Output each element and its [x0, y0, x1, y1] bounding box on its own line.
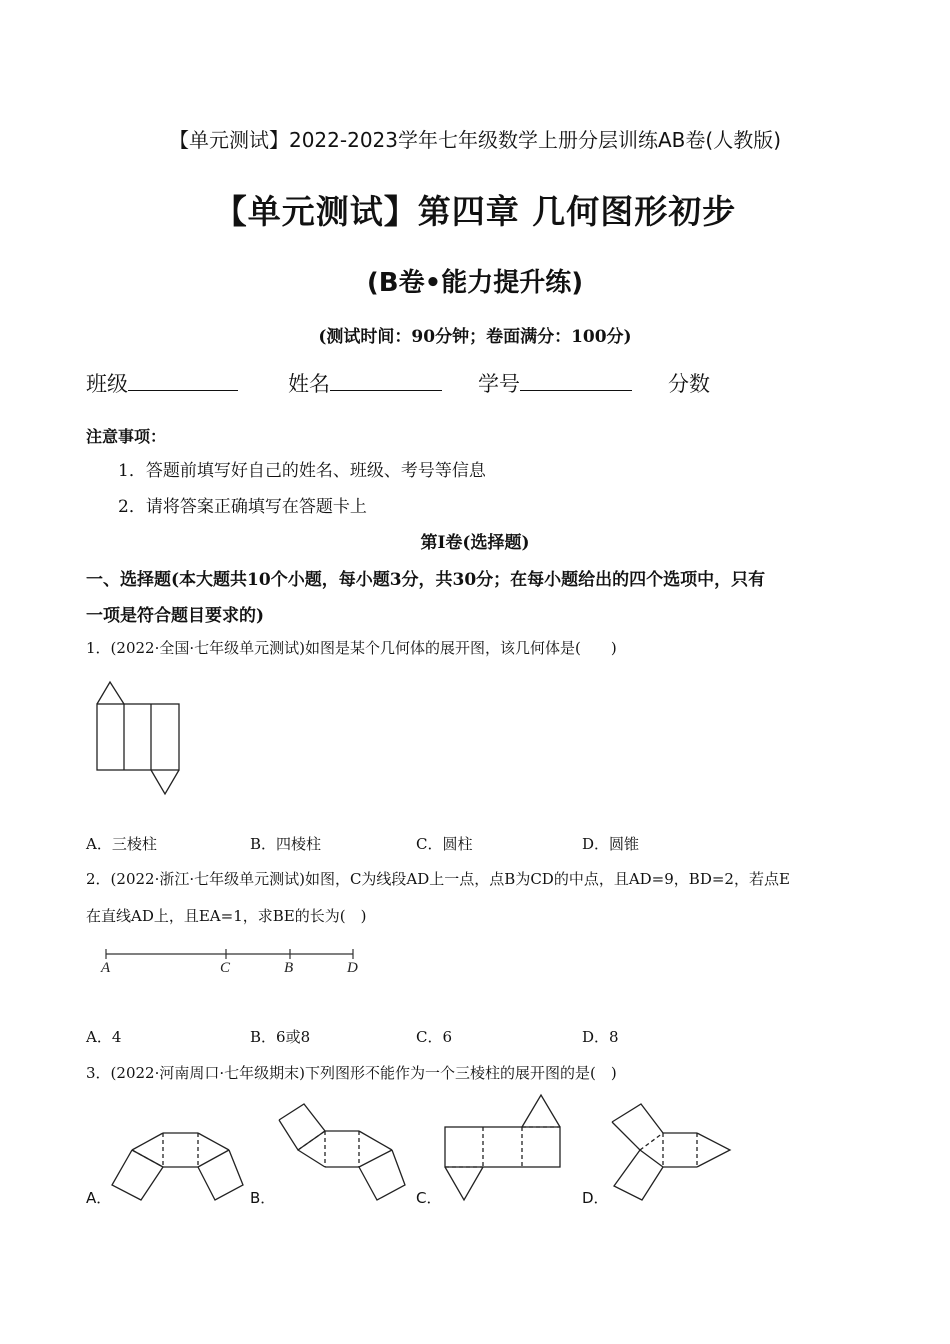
q2-option-d[interactable]: D．8 [582, 1028, 619, 1046]
q1-option-c[interactable]: C．圆柱 [416, 835, 473, 853]
q3-net-b [279, 1104, 405, 1200]
q3-option-b[interactable]: B． [250, 1189, 276, 1207]
section-title: 第Ⅰ卷(选择题) [420, 533, 530, 553]
question-1-text: 1．(2022·全国·七年级单元测试)如图是某个几何体的展开图，该几何体是( ) [86, 639, 617, 657]
q2-point-b-label: B [284, 960, 294, 976]
q3-net-a [112, 1133, 243, 1200]
q2-option-b[interactable]: B．6或8 [250, 1028, 311, 1046]
main-title: 【单元测试】第四章 几何图形初步 [213, 192, 737, 231]
student-id-label: 学号 [478, 372, 520, 396]
q1-option-d[interactable]: D．圆锥 [582, 835, 640, 853]
q1-option-a[interactable]: A．三棱柱 [86, 835, 157, 853]
question-2-text-cont: 在直线AD上，且EA=1，求BE的长为( ) [86, 907, 367, 925]
q2-point-d-label: D [347, 960, 358, 976]
sub-title: (B卷•能力提升练) [366, 268, 584, 298]
q3-option-d[interactable]: D． [582, 1189, 609, 1207]
q3-option-a[interactable]: A． [86, 1189, 112, 1207]
note-item: 1．答题前填写好自己的姓名、班级、考号等信息 [118, 461, 486, 481]
time-info: (测试时间：90分钟；卷面满分：100分) [318, 327, 632, 347]
question-2-text: 2．(2022·浙江·七年级单元测试)如图，C为线段AD上一点，点B为CD的中点，且AD=9，BD=2，若点E [86, 870, 790, 888]
note-item: 2．请将答案正确填写在答题卡上 [118, 497, 367, 517]
q2-option-a[interactable]: A．4 [86, 1028, 122, 1046]
q1-option-b[interactable]: B．四棱柱 [250, 835, 322, 853]
series-title: 【单元测试】2022-2023学年七年级数学上册分层训练AB卷(人教版) [168, 128, 782, 152]
q2-point-a-label: A [101, 960, 111, 976]
q3-net-d [612, 1104, 730, 1200]
q2-option-c[interactable]: C．6 [416, 1028, 453, 1046]
score-label: 分数 [668, 372, 710, 396]
q3-option-c[interactable]: C． [416, 1189, 442, 1207]
q3-net-c [445, 1095, 560, 1200]
question-3-text: 3．(2022·河南周口·七年级期末)下列图形不能作为一个三棱柱的展开图的是( ) [86, 1064, 617, 1082]
class-label: 班级 [86, 372, 128, 396]
name-label: 姓名 [288, 372, 330, 396]
section-instruction-cont: 一项是符合题目要求的) [86, 606, 265, 626]
section-instruction: 一、选择题(本大题共10个小题，每小题3分，共30分；在每小题给出的四个选项中，只有 [86, 570, 766, 590]
q2-point-c-label: C [220, 960, 231, 976]
notes-heading: 注意事项： [86, 427, 167, 446]
